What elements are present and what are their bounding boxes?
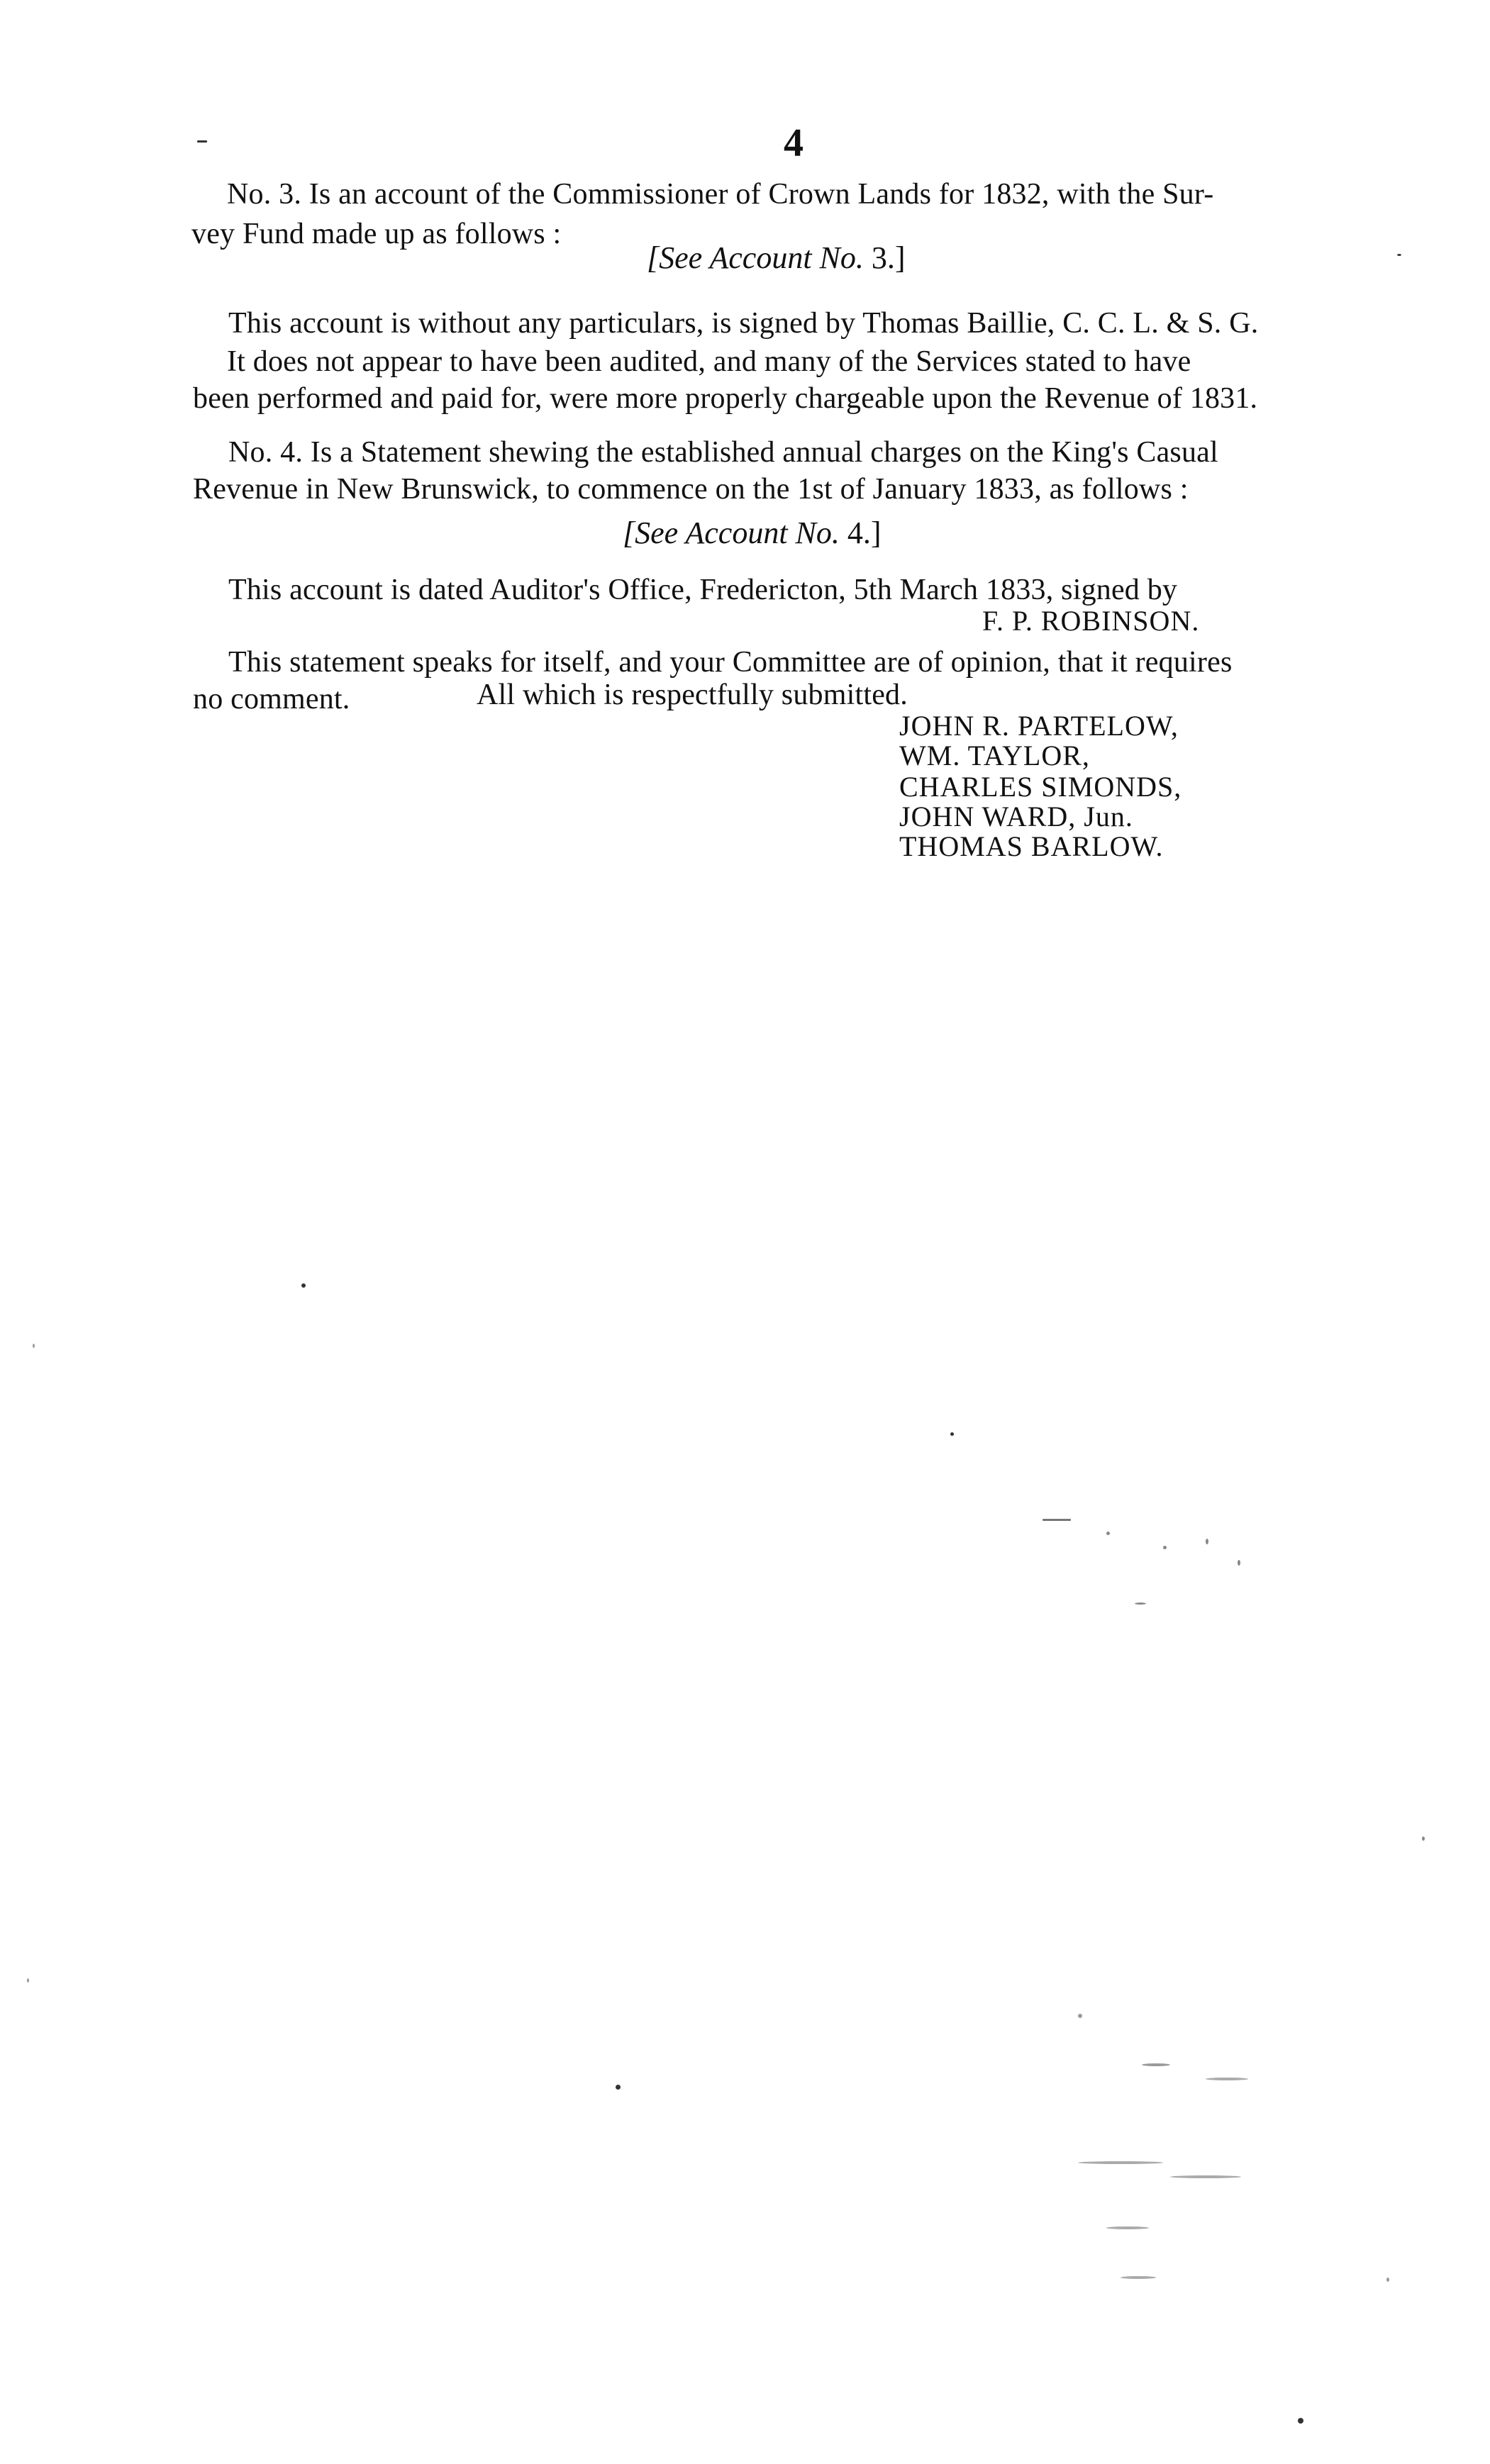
see-account-3-no: No.: [819, 240, 864, 275]
para5-line1: This statement speaks for itself, and your Committee are of opinion, that it requires: [228, 646, 1233, 679]
scan-speck: [33, 1344, 35, 1348]
signatory-5: THOMAS BARLOW.: [899, 830, 1164, 862]
signatory-4: JOHN WARD, Jun.: [899, 801, 1133, 832]
para5-line2a: no comment.: [193, 683, 350, 715]
see-account-3-open: [See Account: [647, 240, 812, 275]
para2-line2: It does not appear to have been audited, and many of the Services stated to have: [227, 345, 1191, 378]
scan-speck: [301, 1283, 306, 1288]
scan-speck: [1142, 2063, 1170, 2066]
signatory-1: JOHN R. PARTELOW,: [899, 710, 1179, 742]
see-account-3: [647, 240, 906, 276]
scan-speck: [1121, 2276, 1156, 2279]
scan-speck: [1298, 2418, 1303, 2424]
para4-line1: This account is dated Auditor's Office, Fredericton, 5th March 1833, signed by: [228, 574, 1178, 606]
para1-line1: No. 3. Is an account of the Commissioner of Crown Lands for 1832, with the Sur-: [227, 178, 1214, 211]
para4-line2: F. P. ROBINSON.: [982, 605, 1200, 637]
see-account-4-no: No.: [795, 515, 840, 550]
scan-speck: [1206, 2078, 1248, 2080]
signatory-2: WM. TAYLOR,: [899, 740, 1090, 771]
para3-line1: No. 4. Is a Statement shewing the established annual charges on the King's Casual: [228, 436, 1218, 469]
scan-speck: [27, 1978, 29, 1983]
signatory-3: CHARLES SIMONDS,: [899, 771, 1182, 803]
scan-speck: [1238, 1560, 1240, 1566]
para3-line2: Revenue in New Brunswick, to commence on the 1st of January 1833, as follows :: [193, 473, 1189, 506]
scan-speck: [1078, 2014, 1082, 2018]
scan-speck: [1078, 2161, 1163, 2164]
see-account-4: [623, 515, 882, 551]
scan-speck: [1170, 2175, 1241, 2178]
scan-speck: [1397, 254, 1401, 256]
page-number: 4: [784, 121, 804, 165]
scan-speck: [1386, 2278, 1389, 2282]
scan-speck: [1206, 1539, 1208, 1544]
see-account-3-num: 3.]: [871, 240, 906, 275]
scan-speck: [197, 140, 207, 143]
see-account-4-num: 4.]: [847, 515, 882, 550]
para5-line2b: All which is respectfully submitted.: [477, 679, 908, 711]
scan-speck: [1163, 1546, 1167, 1549]
para2-line3: been performed and paid for, were more properly chargeable upon the Revenue of 1831.: [193, 382, 1258, 415]
para1-line2: vey Fund made up as follows :: [191, 218, 562, 250]
scan-speck: [1135, 1602, 1146, 1605]
see-account-4-open: [See Account: [623, 515, 788, 550]
scan-speck: [1106, 2226, 1149, 2229]
scan-speck: [1422, 1836, 1425, 1841]
scan-speck: [1043, 1519, 1071, 1521]
para2-line1: This account is without any particulars, is signed by Thomas Baillie, C. C. L. & S. G.: [228, 307, 1259, 340]
scan-speck: [616, 2085, 621, 2090]
scan-speck: [950, 1432, 954, 1436]
scan-speck: [1106, 1532, 1110, 1535]
